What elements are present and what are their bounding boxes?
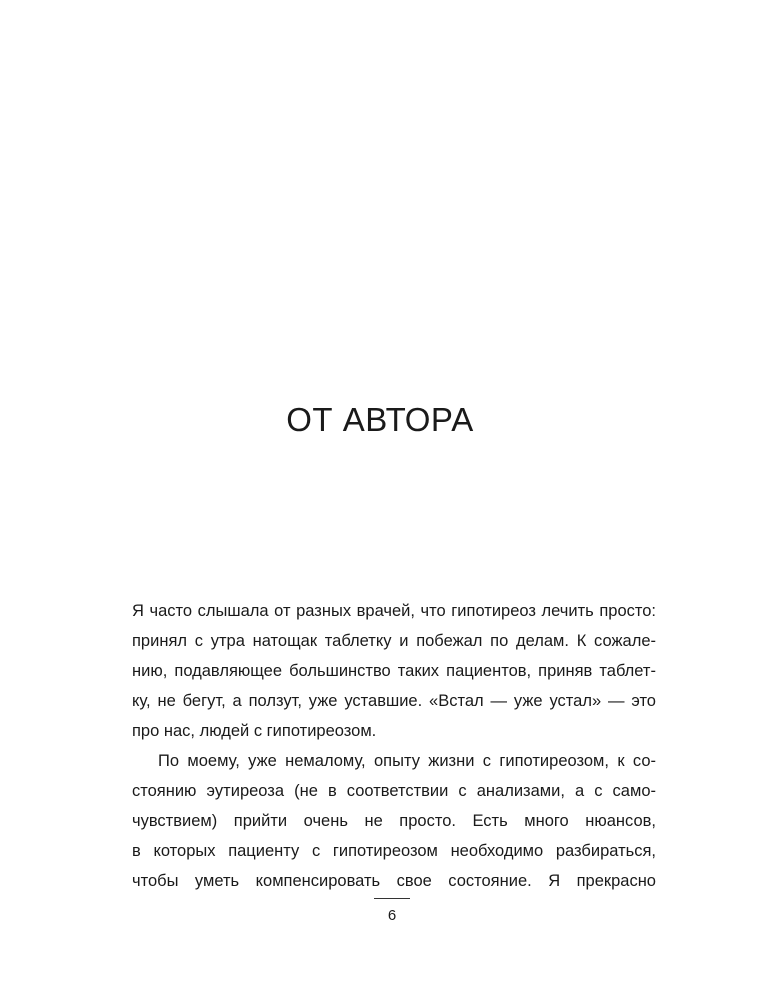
text-line-2: принял с утра натощак таблетку и побежал по делам. К сожале- (132, 632, 656, 650)
text-line-3: нию, подавляющее большинство таких пациентов, приняв таблет- (132, 662, 656, 680)
text-line-4: ку, не бегут, а ползут, уже уставшие. «Встал — уже устал» — это (132, 692, 656, 710)
text-line-10: чтобы уметь компенсировать свое состояние. Я прекрасно (132, 872, 656, 890)
text-line-1: Я часто слышала от разных врачей, что гипотиреоз лечить просто: (132, 602, 656, 620)
text-line-5: про нас, людей с гипотиреозом. (132, 722, 377, 740)
chapter-title: ОТ АВТОРА (286, 401, 474, 438)
text-line-9: в которых пациенту с гипотиреозом необходимо разбираться, (132, 842, 656, 860)
page-number: 6 (387, 907, 397, 924)
folio-rule (374, 898, 410, 899)
body-text (132, 596, 656, 896)
text-line-8: чувствием) прийти очень не просто. Есть много нюансов, (132, 812, 656, 830)
text-line-7: стоянию эутиреоза (не в соответствии с анализами, а с само- (132, 782, 656, 800)
text-line-6: По моему, уже немалому, опыту жизни с гипотиреозом, к со- (158, 752, 656, 770)
